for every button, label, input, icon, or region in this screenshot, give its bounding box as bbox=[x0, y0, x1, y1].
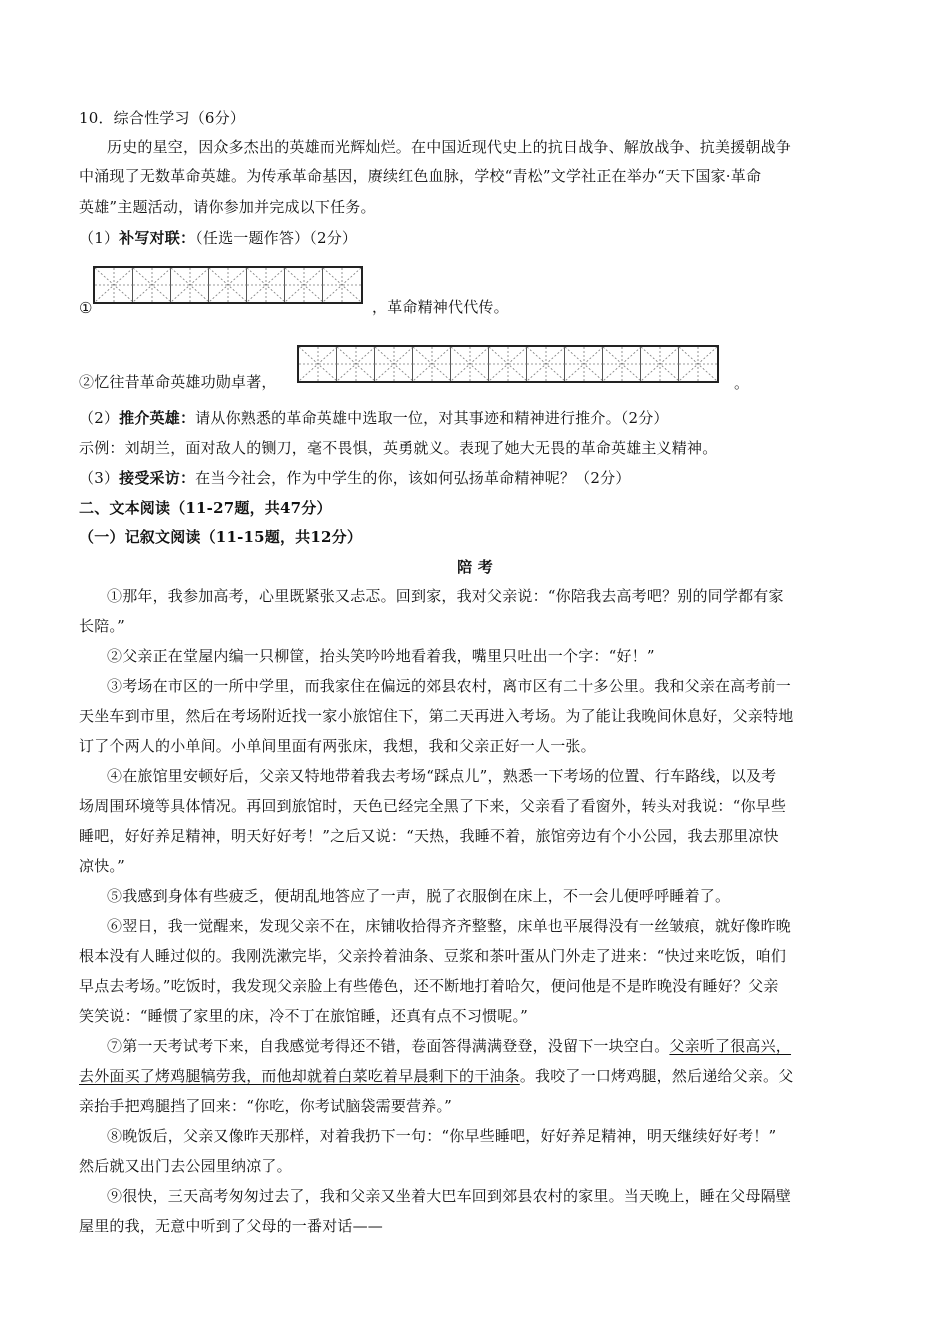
writing-cell[interactable] bbox=[489, 347, 527, 381]
article-line: 睡吧，好好养足精神，明天好好考！”之后又说：“天热，我睡不着，旅馆旁边有个小公园，我去那里凉快 bbox=[79, 827, 779, 845]
couplet-item-2-suffix: 。 bbox=[734, 374, 750, 392]
writing-cell[interactable] bbox=[209, 268, 247, 302]
article-line: 订了个两人的小单间。小单间里面有两张床，我想，我和父亲正好一人一张。 bbox=[79, 737, 596, 755]
writing-cell[interactable] bbox=[171, 268, 209, 302]
article-line: ⑥翌日，我一觉醒来，发现父亲不在，床铺收拾得齐齐整整，床单也平展得没有一丝皱痕，就好像昨晚 bbox=[107, 917, 792, 935]
article-line: 凉快。” bbox=[79, 857, 125, 875]
writing-cell[interactable] bbox=[247, 268, 285, 302]
q10-part1-heading bbox=[79, 227, 357, 249]
couplet-item-1-suffix: ，革命精神代代传。 bbox=[372, 298, 509, 316]
article-line: ①那年，我参加高考，心里既紧张又忐忑。回到家，我对父亲说：“你陪我去高考吧？别的同学都有家 bbox=[107, 587, 784, 605]
q10-title: 10．综合性学习（6分） bbox=[79, 109, 246, 127]
writing-cell[interactable] bbox=[95, 268, 133, 302]
part1-label: 补写对联： bbox=[119, 229, 196, 247]
couplet-item-1-prefix: ① bbox=[79, 299, 93, 317]
writing-cell[interactable] bbox=[527, 347, 565, 381]
section-heading: 二、文本阅读（11-27题，共47分） bbox=[79, 499, 332, 517]
writing-cell[interactable] bbox=[323, 268, 361, 302]
writing-cell[interactable] bbox=[413, 347, 451, 381]
part3-instruction: 在当今社会，作为中学生的你，该如何弘扬革命精神呢？（2分） bbox=[195, 469, 631, 487]
writing-cell[interactable] bbox=[133, 268, 171, 302]
article-line: 然后就又出门去公园里纳凉了。 bbox=[79, 1157, 292, 1175]
part1-instruction: （任选一题作答）（2分） bbox=[195, 229, 358, 247]
p7-underlined-text: 去外面买了烤鸡腿犒劳我，而他却就着白菜吃着早晨剩下的干油条 bbox=[79, 1067, 520, 1085]
part1-number: （1） bbox=[79, 229, 120, 247]
p7-plain-text: 。我咬了一口烤鸡腿，然后递给父亲。父 bbox=[519, 1067, 794, 1085]
q10-intro-line-3: 英雄”主题活动，请你参加并完成以下任务。 bbox=[79, 198, 376, 216]
article-line: 笑笑说：“睡惯了家里的床，冷不丁在旅馆睡，还真有点不习惯呢。” bbox=[79, 1007, 529, 1025]
writing-cell[interactable] bbox=[679, 347, 717, 381]
p7-plain-text: ⑦第一天考试考下来，自我感觉考得还不错，卷面答得满满登登，没留下一块空白。 bbox=[107, 1037, 670, 1055]
part2-number: （2） bbox=[79, 409, 120, 427]
part2-instruction: 请从你熟悉的革命英雄中选取一位，对其事迹和精神进行推介。（2分） bbox=[195, 409, 669, 427]
article-line: 屋里的我，无意中听到了父母的一番对话—— bbox=[79, 1217, 384, 1235]
article-line: ④在旅馆里安顿好后，父亲又特地带着我去考场“踩点儿”，熟悉一下考场的位置、行车路线，以及考 bbox=[107, 767, 777, 785]
article-p7-line-1 bbox=[107, 1035, 791, 1057]
article-line: ③考场在市区的一所中学里，而我家住在偏远的郊县农村，离市区有二十多公里。我和父亲在高考前一 bbox=[107, 677, 792, 695]
q10-part2-example: 示例：刘胡兰，面对敌人的铡刀，毫不畏惧，英勇就义。表现了她大无畏的革命英雄主义精神。 bbox=[79, 439, 718, 457]
article-line: ⑤我感到身体有些疲乏，便胡乱地答应了一声，脱了衣服倒在床上，不一会儿便呼呼睡着了。 bbox=[107, 887, 731, 905]
q10-part3-heading bbox=[79, 467, 631, 489]
part2-label: 推介英雄： bbox=[119, 409, 196, 427]
couplet-item-2-prefix: ②忆往昔革命英雄功勋卓著， bbox=[79, 373, 277, 391]
writing-cell[interactable] bbox=[299, 347, 337, 381]
q10-part2-heading bbox=[79, 407, 669, 429]
article-line: ⑨很快，三天高考匆匆过去了，我和父亲又坐着大巴车回到郊县农村的家里。当天晚上，睡在父母隔壁 bbox=[107, 1187, 792, 1205]
couplet-answer-grid-2[interactable] bbox=[297, 345, 719, 383]
article-line: 场周围环境等具体情况。再回到旅馆时，天色已经完全黑了下来，父亲看了看窗外，转头对我说：“你早些 bbox=[79, 797, 787, 815]
subsection-heading: （一）记叙文阅读（11-15题，共12分） bbox=[79, 528, 363, 546]
q10-intro-line-2: 中涌现了无数革命英雄。为传承革命基因，赓续红色血脉，学校“青松”文学社正在举办“天下国家·革命 bbox=[79, 167, 762, 185]
article-line: 长陪。” bbox=[79, 617, 125, 635]
article-line: 早点去考场。”吃饭时，我发现父亲脸上有些倦色，还不断地打着哈欠，便问他是不是昨晚没有睡好？父亲 bbox=[79, 977, 779, 995]
article-line: ②父亲正在堂屋内编一只柳筐，抬头笑吟吟地看着我，嘴里只吐出一个字：“好！” bbox=[107, 647, 655, 665]
article-p7-line-2 bbox=[79, 1065, 793, 1087]
part3-number: （3） bbox=[79, 469, 120, 487]
article-line: 根本没有人睡过似的。我刚洗漱完毕，父亲拎着油条、豆浆和茶叶蛋从门外走了进来：“快过来吃饭，咱们 bbox=[79, 947, 787, 965]
article-line: 天坐车到市里，然后在考场附近找一家小旅馆住下，第二天再进入考场。为了能让我晚间休息好，父亲特地 bbox=[79, 707, 794, 725]
writing-cell[interactable] bbox=[603, 347, 641, 381]
q10-intro-line-1: 历史的星空，因众多杰出的英雄而光辉灿烂。在中国近现代史上的抗日战争、解放战争、抗美援朝战争 bbox=[107, 138, 792, 156]
article-title: 陪 考 bbox=[457, 558, 493, 576]
p7-underlined-text: 父亲听了很高兴， bbox=[669, 1037, 792, 1055]
couplet-answer-grid-1[interactable] bbox=[93, 266, 363, 304]
article-line: ⑧晚饭后，父亲又像昨天那样，对着我扔下一句：“你早些睡吧，好好养足精神，明天继续好好考！” bbox=[107, 1127, 777, 1145]
writing-cell[interactable] bbox=[375, 347, 413, 381]
writing-cell[interactable] bbox=[565, 347, 603, 381]
writing-cell[interactable] bbox=[285, 268, 323, 302]
writing-cell[interactable] bbox=[337, 347, 375, 381]
writing-cell[interactable] bbox=[641, 347, 679, 381]
part3-label: 接受采访： bbox=[119, 469, 196, 487]
writing-cell[interactable] bbox=[451, 347, 489, 381]
article-p7-line-3: 亲抬手把鸡腿挡了回来：“你吃，你考试脑袋需要营养。” bbox=[79, 1097, 453, 1115]
